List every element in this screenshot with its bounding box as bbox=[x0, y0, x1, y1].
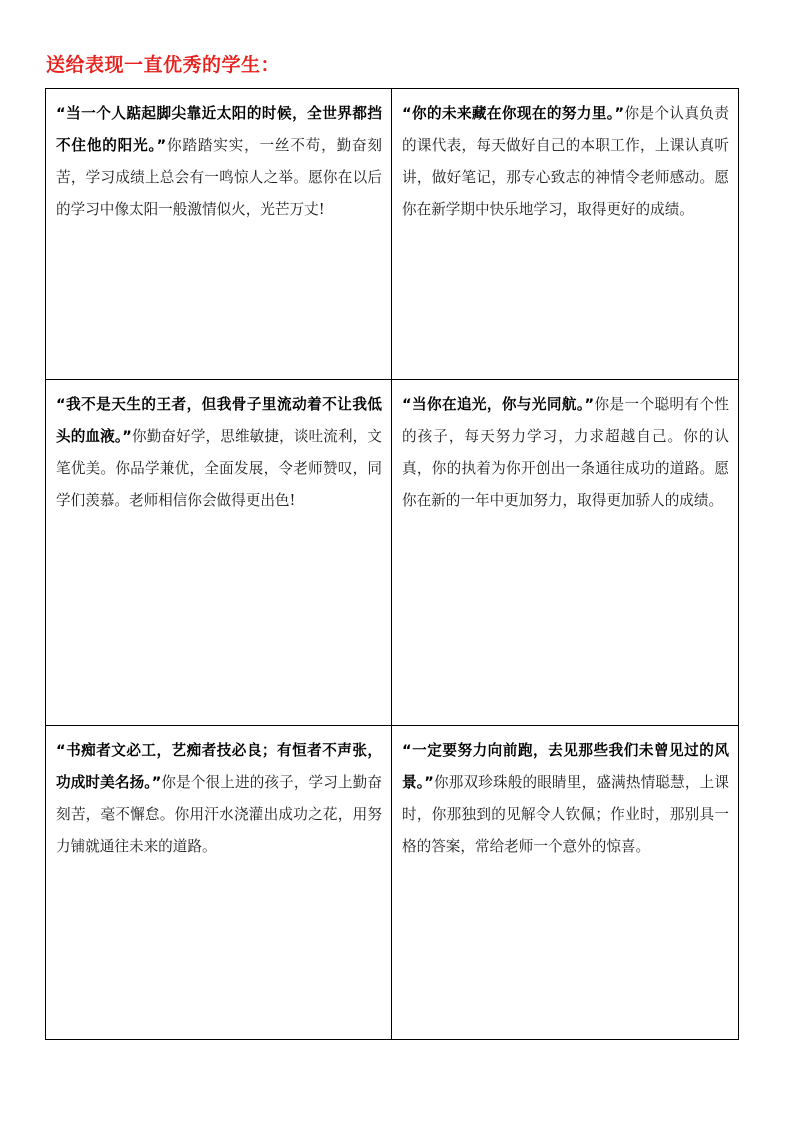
page-title: 送给表现一直优秀的学生： bbox=[46, 54, 281, 76]
quote-text: “当一个人踮起脚尖靠近太阳的时候，全世界都挡不住他的阳光。” bbox=[56, 105, 382, 154]
quote-text: “书痴者文必工，艺痴者技必良；有恒者不声张，功成时美名扬。” bbox=[56, 742, 382, 791]
cell-content bbox=[402, 735, 729, 863]
comments-table bbox=[45, 88, 739, 1040]
body-text: 你是一个聪明有个性的孩子，每天努力学习，力求超越自己。你的认真，你的执着为你开创出一条通往成功的道路。愿你在新的一年中更加努力，取得更加骄人的成绩。 bbox=[402, 396, 729, 509]
quote-text: “当你在追光，你与光同航。” bbox=[402, 396, 595, 413]
quote-text: “我不是天生的王者，但我骨子里流动着不让我低头的血液。” bbox=[56, 396, 382, 445]
table-row bbox=[46, 89, 739, 380]
cell-content bbox=[402, 389, 729, 517]
body-text: 你踏踏实实，一丝不苟，勤奋刻苦，学习成绩上总会有一鸣惊人之举。愿你在以后的学习中像太阳一般激情似火，光芒万丈! bbox=[56, 136, 382, 218]
table-row bbox=[46, 726, 739, 1040]
cell-content bbox=[402, 98, 729, 226]
table-cell-r1c1 bbox=[46, 89, 392, 380]
body-text: 你是个认真负责的课代表，每天做好自己的本职工作，上课认真听讲，做好笔记，那专心致志的神情令老师感动。愿你在新学期中快乐地学习，取得更好的成绩。 bbox=[402, 105, 729, 218]
table-cell-r2c1 bbox=[46, 380, 392, 726]
table-cell-r3c1 bbox=[46, 726, 392, 1040]
body-text: 你是个很上进的孩子，学习上勤奋刻苦，毫不懈怠。你用汗水浇灌出成功之花，用努力铺就通往未来的道路。 bbox=[56, 773, 382, 855]
cell-content bbox=[56, 389, 382, 517]
cell-content bbox=[56, 98, 382, 226]
cell-content bbox=[56, 735, 382, 863]
body-text: 你那双珍珠般的眼睛里，盛满热情聪慧，上课时，你那独到的见解令人钦佩；作业时，那别具一格的答案，常给老师一个意外的惊喜。 bbox=[402, 773, 729, 855]
table-cell-r2c2 bbox=[392, 380, 739, 726]
quote-text: “一定要努力向前跑，去见那些我们未曾见过的风景。” bbox=[402, 742, 729, 791]
table-cell-r3c2 bbox=[392, 726, 739, 1040]
table-cell-r1c2 bbox=[392, 89, 739, 380]
body-text: 你勤奋好学，思维敏捷，谈吐流利，文笔优美。你品学兼优，全面发展，令老师赞叹，同学们羡慕。老师相信你会做得更出色! bbox=[56, 427, 382, 509]
table-row bbox=[46, 380, 739, 726]
quote-text: “你的未来藏在你现在的努力里。” bbox=[402, 105, 625, 122]
